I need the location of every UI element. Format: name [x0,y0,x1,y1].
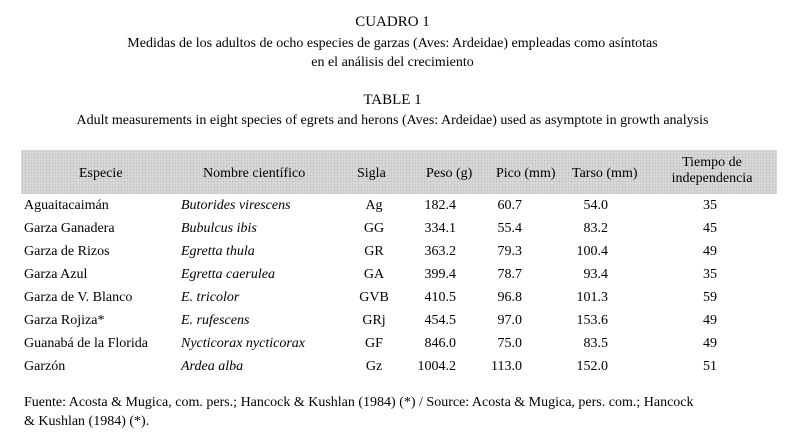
cell-tiempo: 49 [703,313,717,328]
cell-peso: 399.4 [424,267,456,282]
cell-sigla: GVB [359,290,389,305]
cell-pico: 55.4 [497,221,522,236]
cell-especie: Garza de V. Blanco [24,290,133,305]
cell-peso: 846.0 [424,336,456,351]
caption-en-line1: Adult measurements in eight species of egrets and herons (Aves: Ardeidae) used as asymptote in growth analysis [76,113,709,128]
cell-tarso: 83.2 [583,221,608,236]
cell-tarso: 101.3 [576,290,608,305]
cell-pico: 97.0 [497,313,522,328]
header-tiempo-line2: independencia [671,171,753,186]
cell-especie: Garzón [24,359,66,374]
caption-es-line1: Medidas de los adultos de ocho especies de garzas (Aves: Ardeidae) empleadas como asíntotas [127,36,658,51]
cell-peso: 334.1 [424,221,456,236]
cell-tiempo: 35 [703,267,717,282]
cell-tarso: 153.6 [576,313,608,328]
cell-sigla: GG [363,221,385,236]
cell-sigla: Gz [365,359,383,374]
cell-tarso: 54.0 [583,198,608,213]
cell-cientifico: E. rufescens [181,313,250,328]
cell-peso: 410.5 [424,290,456,305]
header-tarso: Tarso (mm) [572,166,638,181]
cell-sigla: GA [363,267,385,282]
cell-pico: 78.7 [497,267,522,282]
cell-pico: 60.7 [497,198,522,213]
footnote-line2: & Kushlan (1984) (*). [24,414,150,429]
header-tiempo-line1: Tiempo de [682,155,742,170]
cell-sigla: Ag [365,198,383,213]
cell-tiempo: 59 [703,290,717,305]
cell-especie: Garza Rojiza* [24,313,105,328]
cell-tarso: 83.5 [583,336,608,351]
cell-peso: 454.5 [424,313,456,328]
cell-sigla: GRj [362,313,386,328]
caption-en-label: TABLE 1 [363,92,422,108]
cell-pico: 79.3 [497,244,522,259]
cell-tiempo: 49 [703,244,717,259]
footnote-line1: Fuente: Acosta & Mugica, com. pers.; Hancock & Kushlan (1984) (*) / Source: Acosta & Mugica, pers. com.; Hancock [24,395,694,410]
cell-especie: Aguaitacaimán [24,198,109,213]
cell-cientifico: Egretta thula [181,244,255,259]
cell-cientifico: E. tricolor [181,290,240,305]
cell-tiempo: 35 [703,198,717,213]
cell-tarso: 93.4 [583,267,608,282]
cell-cientifico: Nycticorax nycticorax [181,336,306,351]
cell-especie: Garza de Rizos [24,244,110,259]
cell-tarso: 152.0 [576,359,608,374]
cell-cientifico: Bubulcus ibis [181,221,257,236]
cell-especie: Garza Azul [24,267,88,282]
cell-pico: 96.8 [497,290,522,305]
caption-es-line2: en el análisis del crecimiento [311,55,474,70]
header-especie: Especie [79,166,123,181]
header-tiempo-independencia [664,155,760,187]
cell-cientifico: Egretta caerulea [181,267,275,282]
cell-cientifico: Butorides virescens [181,198,291,213]
cell-peso: 363.2 [424,244,456,259]
header-peso: Peso (g) [426,166,473,181]
cell-tarso: 100.4 [576,244,608,259]
cell-sigla: GR [364,244,384,259]
cell-peso: 182.4 [424,198,456,213]
caption-es-label: CUADRO 1 [355,14,430,30]
cell-pico: 75.0 [497,336,522,351]
cell-cientifico: Ardea alba [181,359,244,374]
header-pico: Pico (mm) [496,166,556,181]
cell-sigla: GF [365,336,383,351]
cell-tiempo: 49 [703,336,717,351]
header-nombre-cientifico: Nombre científico [203,166,306,181]
cell-especie: Garza Ganadera [24,221,115,236]
cell-especie: Guanabá de la Florida [24,336,149,351]
cell-peso: 1004.2 [417,359,456,374]
cell-tiempo: 45 [703,221,717,236]
cell-pico: 113.0 [491,359,522,374]
cell-tiempo: 51 [703,359,717,374]
header-sigla: Sigla [357,166,386,181]
